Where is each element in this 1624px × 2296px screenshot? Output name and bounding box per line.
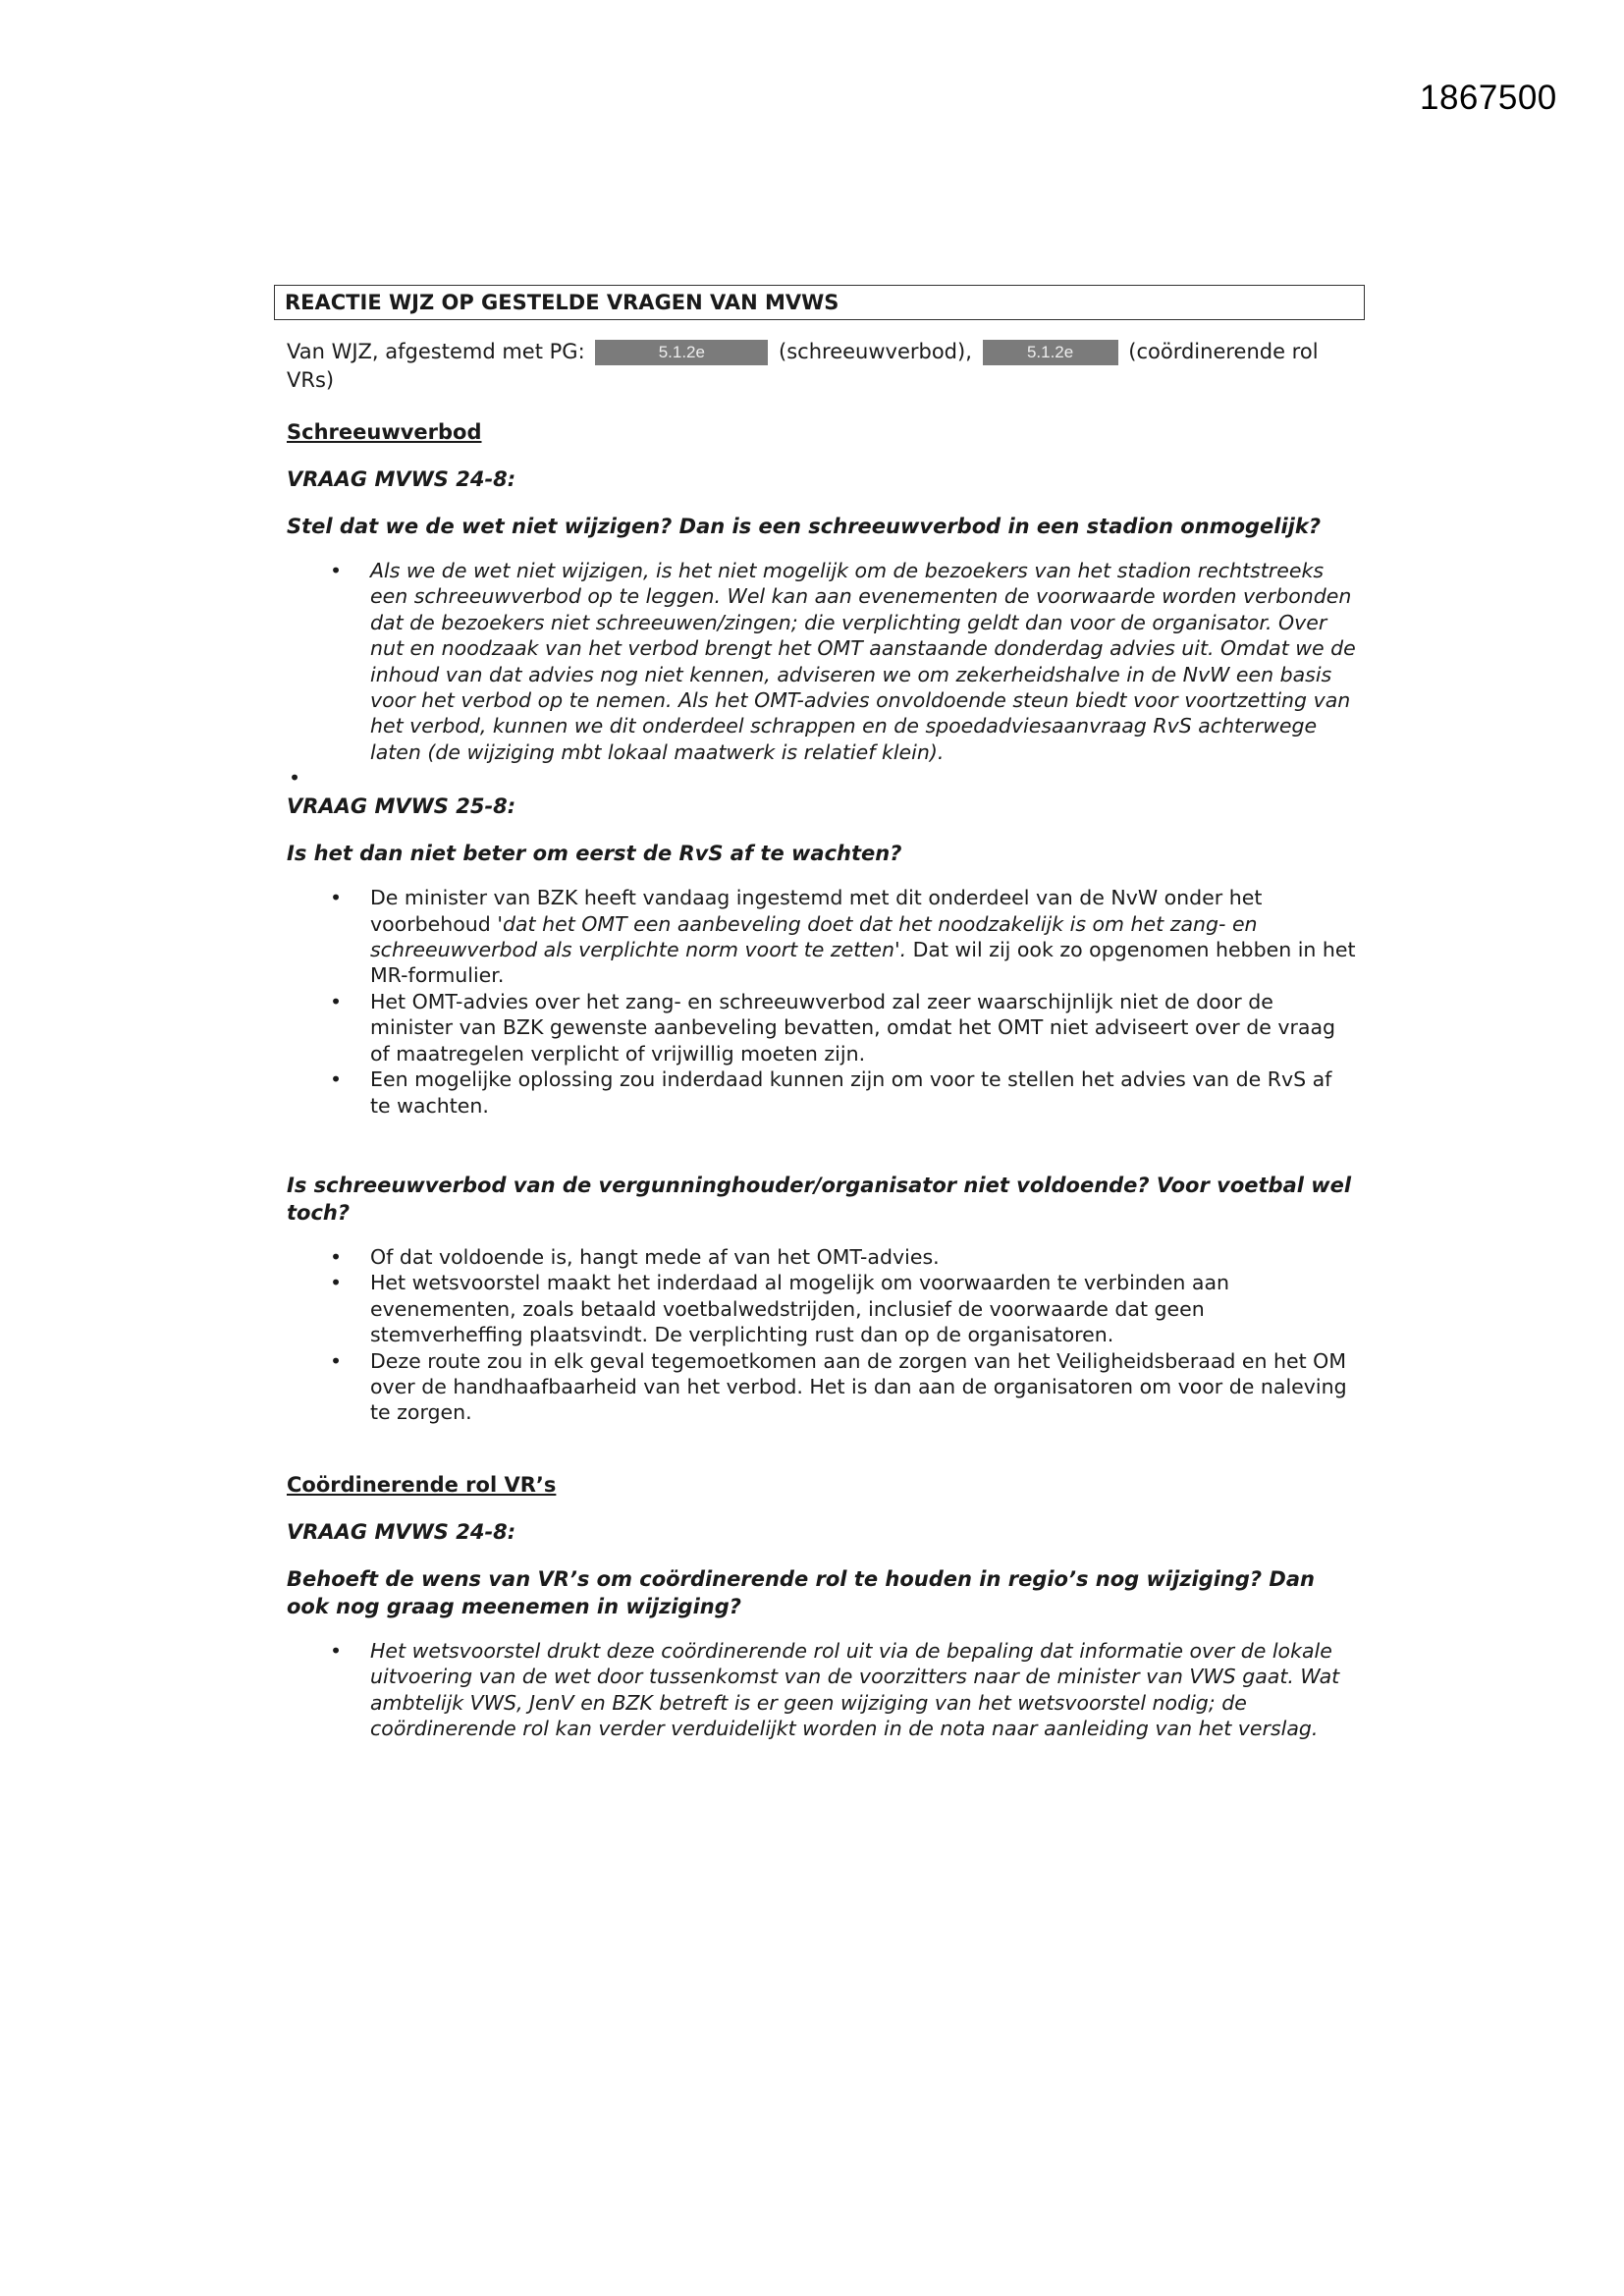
from-line xyxy=(287,338,1353,395)
section-heading-schreeuwverbod: Schreeuwverbod xyxy=(287,420,482,444)
document-number: 1867500 xyxy=(1420,79,1557,117)
answer-list xyxy=(275,1244,1365,1426)
answer-text: Dat wil zij ook zo opgenomen hebben in het MR-formulier. xyxy=(370,938,1356,988)
answer-item xyxy=(275,885,1365,989)
question-text: Behoeft de wens van VR’s om coördinerende rol te houden in regio’s nog wijziging? Dan ook nog graag meenemen in wijziging? xyxy=(287,1566,1315,1618)
empty-bullet: • xyxy=(289,766,301,791)
answer-item: • Of dat voldoende is, hangt mede af van het OMT-advies. xyxy=(275,1244,1365,1270)
answer-quote: 'dat het OMT een aanbeveling doet dat het noodzakelijk is om het zang- en schreeuwverbod als verplichte norm voort te zetten'. xyxy=(370,911,1258,962)
section-heading-coordinerende-rol: Coördinerende rol VR’s xyxy=(287,1472,557,1497)
answer-text: De minister van BZK heeft vandaag ingestemd met dit onderdeel van de NvW onder het voorbehoud xyxy=(370,886,1263,936)
answer-item: • Het OMT-advies over het zang- en schreeuwverbod zal zeer waarschijnlijk niet de door de minister van BZK gewenste aanbeveling bevatten, omdat het OMT niet adviseert over de vraag of maatregelen verplicht of vrijwillig moeten zijn. xyxy=(275,989,1365,1066)
from-text-2: (schreeuwverbod), xyxy=(779,340,972,363)
answer-list xyxy=(275,885,1365,1119)
redaction-box: 5.1.2e xyxy=(983,340,1118,365)
question-text: Is schreeuwverbod van de vergunninghouder/organisator niet voldoende? Voor voetbal wel toch? xyxy=(287,1173,1352,1225)
answer-item: • Deze route zou in elk geval tegemoetkomen aan de zorgen van het Veiligheidsberaad en het OM over de handhaafbaarheid van het verbod. Het is dan aan de organisatoren om voor de naleving te zorgen. xyxy=(275,1348,1365,1426)
answer-item: • Het wetsvoorstel maakt het inderdaad al mogelijk om voorwaarden te verbinden aan evenementen, zoals betaald voetbalwedstrijden, inclusief de voorwaarde dat geen stemverheffing plaatsvindt. De verplichting rust dan op de organisatoren. xyxy=(275,1270,1365,1347)
question-label: VRAAG MVWS 24-8: xyxy=(287,467,516,491)
question-text: Stel dat we de wet niet wijzigen? Dan is een schreeuwverbod in een stadion onmogelijk? xyxy=(287,515,1322,538)
question-label: VRAAG MVWS 24-8: xyxy=(287,1519,516,1544)
from-text-3: (coördinerende rol VRs) xyxy=(287,340,1319,392)
answer-item: • Als we de wet niet wijzigen, is het niet mogelijk om de bezoekers van het stadion rechtstreeks een schreeuwverbod op te leggen. Wel kan aan evenementen de voorwaarde worden verbonden dat de bezoekers niet schreeuwen/zingen; die verplichting geldt dan voor de organisator. Over nut en noodzaak van het verbod brengt het OMT aanstaande donderdag advies uit. Omdat we de inhoud van dat advies nog niet kennen, adviseren we om zekerheidshalve in de NvW een basis voor het verbod op te nemen. Als het OMT-advies onvoldoende steun biedt voor voortzetting van het verbod, kunnen we dit onderdeel schrappen en de spoedadviesaanvraag RvS achterwege laten (de wijziging mbt lokaal maatwerk is relatief klein). xyxy=(275,558,1365,765)
page-title: REACTIE WJZ OP GESTELDE VRAGEN VAN MVWS xyxy=(274,285,1365,320)
document-body xyxy=(275,285,1365,1741)
question-label: VRAAG MVWS 25-8: xyxy=(287,794,516,819)
question-text: Is het dan niet beter om eerst de RvS af te wachten? xyxy=(287,842,902,866)
from-text-1: Van WJZ, afgestemd met PG: xyxy=(287,340,585,363)
answer-item: • Het wetsvoorstel drukt deze coördinerende rol uit via de bepaling dat informatie over de lokale uitvoering van de wet door tussenkomst van de voorzitters naar de minister van VWS gaat. Wat ambtelijk VWS, JenV en BZK betreft is er geen wijziging van het wetsvoorstel nodig; de coördinerende rol kan verder verduidelijkt worden in de nota naar aanleiding van het verslag. xyxy=(275,1638,1365,1742)
redaction-box: 5.1.2e xyxy=(595,340,768,365)
answer-list xyxy=(275,558,1365,765)
answer-item: • Een mogelijke oplossing zou inderdaad kunnen zijn om voor te stellen het advies van de RvS af te wachten. xyxy=(275,1066,1365,1119)
answer-list xyxy=(275,1638,1365,1742)
